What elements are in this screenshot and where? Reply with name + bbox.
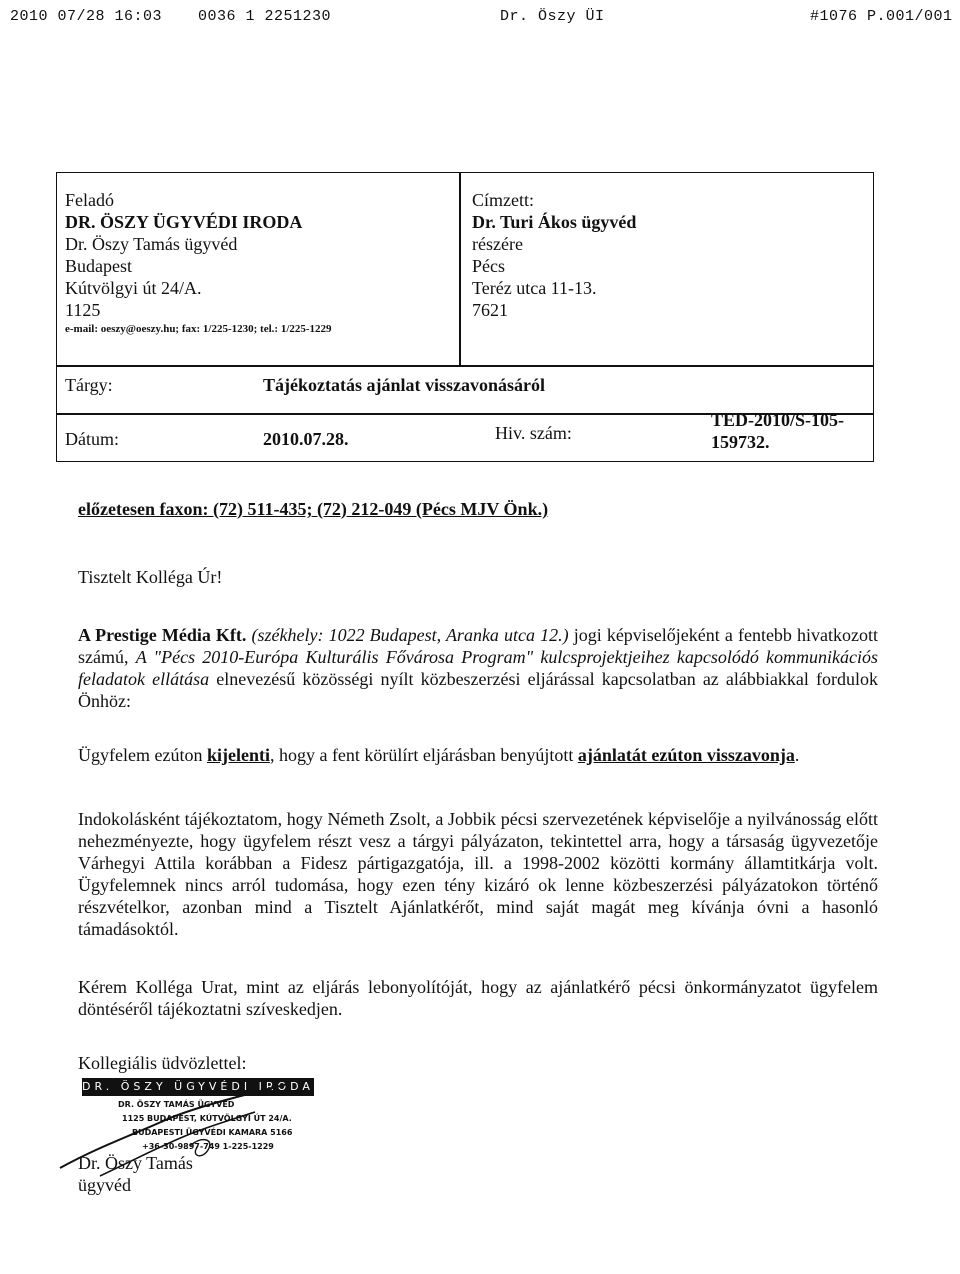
recipient-name: Dr. Turi Ákos ügyvéd [472, 212, 637, 232]
closing-greeting: Kollegiális üdvözlettel: [78, 1053, 247, 1073]
stamp-line-3: BUDAPESTI ÜGYVÉDI KAMARA 5166 [132, 1128, 293, 1137]
recipient-block [472, 189, 636, 321]
reference-label: Hiv. szám: [495, 423, 572, 443]
intro-text-a: jogi képviselőjeként a fentebb hivatkozott számú, [78, 625, 879, 667]
row-divider-subject [57, 365, 873, 367]
signatory-role: ügyvéd [78, 1175, 131, 1195]
fax-datetime: 2010 07/28 16:03 [10, 8, 163, 25]
sender-zip: 1125 [65, 300, 101, 320]
reference-value-line-2: 159732. [711, 432, 770, 452]
withdrawn-offer: ajánlatát ezúton visszavonja [577, 745, 795, 765]
declares-word: kijelenti [206, 745, 270, 765]
signatory-name: Dr. Öszy Tamás [78, 1153, 193, 1173]
subject-label: Tárgy: [65, 375, 113, 395]
company-name: A Prestige Média Kft. [78, 625, 247, 645]
paragraph-withdrawal [78, 744, 878, 766]
sender-city: Budapest [65, 256, 132, 276]
sender-street: Kútvölgyi út 24/A. [65, 278, 202, 298]
paragraph-reasoning: Indokolásként tájékoztatom, hogy Németh Zsolt, a Jobbik pécsi szervezetének képviselője a nyilvánosság előtt nehezményezte, hogy ügyfelem részt vesz a tárgyi pályázaton, tekintettel arra, hogy a társaság ügyvezetője Várhegyi Attila korábban a Fidesz pártigazgatója, ill. a 1998-2002 közötti kormány államtitkárja volt. Ügyfelemnek nincs arról tudomása, hogy ezen tény kizáró ok lenne közbeszerzési pályázatokon történő részvételkor, azonban mind a Tisztelt Ajánlatkérőt, mind saját magát meg kívánja óvni a hasonló támadásoktól. [78, 809, 878, 939]
stamp-header: DR. ÖSZY ÜGYVÉDI IRODA [82, 1078, 314, 1096]
header-box [56, 172, 874, 462]
fax-sender: Dr. Öszy ÜI [500, 8, 605, 25]
paragraph-request: Kérem Kolléga Urat, mint az eljárás lebonyolítóját, hogy az ajánlatkérő pécsi önkormányzatot ügyfelem döntéséről tájékoztatni szíveskedjen. [78, 977, 878, 1019]
date-value: 2010.07.28. [263, 429, 349, 449]
sender-contact: e-mail: oeszy@oeszy.hu; fax: 1/225-1230; tel.: 1/225-1229 [65, 323, 332, 335]
fax-page-number: #1076 P.001/001 [810, 8, 953, 25]
stamp-line-1: DR. ÖSZY TAMÁS ÜGYVÉD [118, 1100, 235, 1109]
salutation: Tisztelt Kolléga Úr! [78, 567, 223, 587]
sender-office: DR. ÖSZY ÜGYVÉDI IRODA [65, 212, 303, 232]
prior-fax-note: előzetesen faxon: (72) 511-435; (72) 212-049 (Pécs MJV Önk.) [78, 499, 549, 519]
stamp-line-2: 1125 BUDAPEST, KÚTVÖLGYI ÚT 24/A. [122, 1114, 292, 1123]
recipient-city: Pécs [472, 256, 505, 276]
stamp-line-4: +36-30-9897-749 1-225-1229 [142, 1142, 274, 1151]
date-label: Dátum: [65, 429, 119, 449]
sender-block [65, 189, 332, 337]
program-title: A "Pécs 2010-Európa Kulturális Fővárosa Program" kulcsprojektjeihez kapcsolódó kommunikációs feladatok ellátása [78, 647, 878, 689]
subject-value: Tájékoztatás ajánlat visszavonásáról [263, 375, 545, 395]
company-seat: (székhely: 1022 Budapest, Aranka utca 12.) [251, 625, 569, 645]
column-divider [459, 173, 461, 365]
withdrawal-end: . [794, 745, 800, 765]
recipient-attention: részére [472, 234, 523, 254]
recipient-street: Teréz utca 11-13. [472, 278, 597, 298]
withdrawal-text-a: Ügyfelem ezúton [78, 745, 203, 765]
fax-number: 0036 1 2251230 [198, 8, 332, 25]
reference-value [711, 409, 844, 453]
reference-value-line-1: TED-2010/S-105- [711, 410, 845, 430]
sender-lawyer: Dr. Öszy Tamás ügyvéd [65, 234, 238, 254]
recipient-zip: 7621 [472, 300, 508, 320]
sender-label: Feladó [65, 190, 114, 210]
paragraph-intro [78, 624, 878, 712]
recipient-label: Címzett: [472, 190, 534, 210]
withdrawal-text-b: , hogy a fent körülírt eljárásban benyújtott [269, 745, 574, 765]
intro-text-b: elnevezésű közösségi nyílt közbeszerzési eljárással kapcsolatban az alábbiakkal fordulok Önhöz: [78, 669, 879, 711]
